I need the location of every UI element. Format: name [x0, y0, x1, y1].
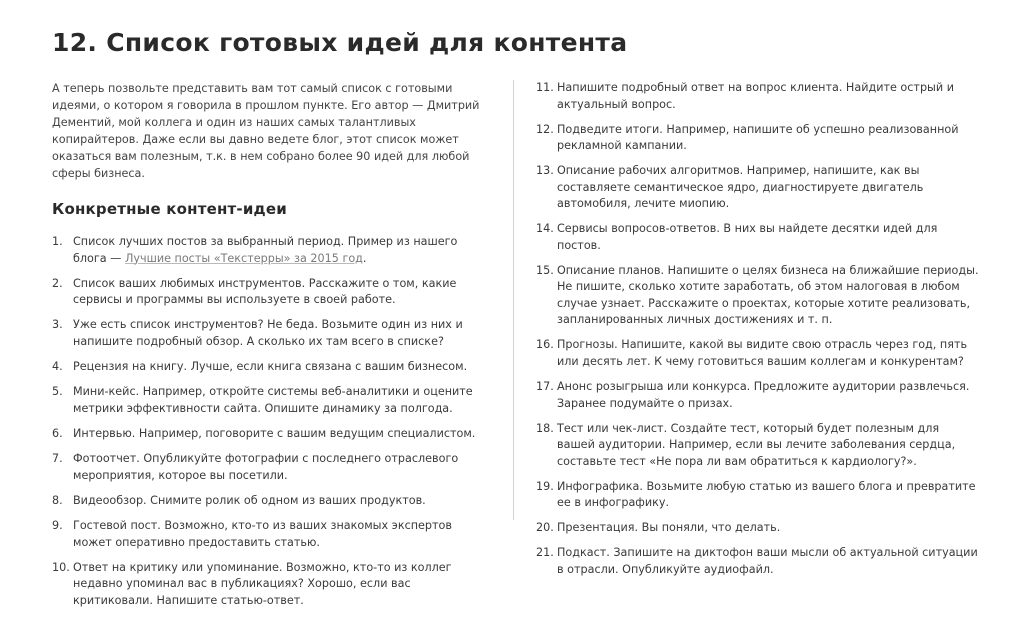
list-item-number: 6. — [52, 426, 63, 440]
list-item — [52, 493, 492, 510]
list-item-text: Уже есть список инструментов? Не беда. Возьмите один из них и напишите подробный обзор. А сколько их там всего в списке? — [73, 318, 463, 348]
list-item — [52, 451, 492, 484]
list-item-text: Анонс розыгрыша или конкурса. Предложите аудитории развлечься. Заранее подумайте о призах. — [557, 380, 970, 410]
column-divider — [513, 80, 514, 520]
list-item-number: 15. — [536, 263, 554, 277]
ideas-list-right — [536, 80, 980, 578]
list-item — [536, 163, 980, 213]
list-item-text: Список ваших любимых инструментов. Расскажите о том, какие сервисы и программы вы используете в своей работе. — [73, 276, 457, 307]
list-item-text: Сервисы вопросов-ответов. В них вы найдете десятки идей для постов. — [557, 222, 938, 252]
list-item-number: 19. — [536, 479, 554, 493]
right-column — [536, 80, 980, 587]
list-item — [536, 545, 980, 578]
list-item — [536, 337, 980, 370]
left-column — [52, 80, 492, 618]
section-heading: Конкретные контент-идеи — [52, 200, 287, 218]
list-item-text: Подкаст. Запишите на диктофон ваши мысли об актуальной ситуации в отрасли. Опубликуйте аудиофайл. — [557, 546, 978, 576]
list-item — [52, 560, 492, 610]
list-item-number: 4. — [52, 360, 63, 374]
list-item-suffix: . — [362, 251, 367, 265]
list-item — [52, 426, 492, 443]
list-item — [52, 317, 492, 350]
list-item-text: Инфографика. Возьмите любую статью из вашего блога и превратите ее в инфографику. — [557, 479, 976, 510]
list-item-text: Видеообзор. Снимите ролик об одном из ваших продуктов. — [73, 493, 426, 507]
list-item-text: Рецензия на книгу. Лучше, если книга связана с вашим бизнесом. — [73, 360, 468, 374]
best-posts-link[interactable]: Лучшие посты «Текстерры» за 2015 год — [124, 251, 363, 265]
list-item-text: Прогнозы. Напишите, какой вы видите свою отрасль через год, пять или десять лет. К чему готовиться вашим коллегам и конкурентам? — [557, 338, 968, 368]
list-item-number: 16. — [536, 338, 554, 352]
list-item-text: Тест или чек-лист. Создайте тест, который будет полезным для вашей аудитории. Например, если вы лечите заболевания сердца, составьте тест «Не пора ли вам обратиться к кардиологу?». — [557, 421, 956, 468]
list-item — [536, 479, 980, 512]
list-item — [536, 80, 980, 113]
list-item — [536, 263, 980, 329]
intro-paragraph: А теперь позвольте представить вам тот самый список с готовыми идеями, о котором я говорила в прошлом пункте. Его автор — Дмитрий Дементий, мой коллега и один из наших самых талантливых копирайтеров. Даже если вы давно ведете блог, этот список может оказаться вам полезным, т.к. в нем собрано более 90 идей для любой сферы бизнеса. — [52, 82, 480, 180]
list-item — [52, 359, 492, 376]
list-item-number: 20. — [536, 521, 554, 535]
list-item-text: Гостевой пост. Возможно, кто-то из ваших знакомых экспертов может оперативно предоставить статью. — [73, 519, 452, 549]
list-item-text: Мини-кейс. Например, откройте системы веб-аналитики и оцените метрики эффективности сайта. Опишите динамику за полгода. — [73, 385, 473, 415]
list-item-number: 2. — [52, 276, 63, 290]
list-item — [536, 379, 980, 412]
list-item-text: Ответ на критику или упоминание. Возможно, кто-то из коллег недавно упоминал вас в публикациях? Хорошо, если вас критиковали. Напишите статью-ответ. — [73, 560, 452, 607]
list-item-number: 14. — [536, 222, 554, 236]
list-item-number: 1. — [52, 235, 63, 248]
list-item-number: 8. — [52, 493, 63, 507]
page-title: 12. Список готовых идей для контента — [52, 28, 628, 57]
list-item-text: Описание планов. Напишите о целях бизнеса на ближайшие периоды. Не пишите, сколько хотите заработать, об этом налоговая в любом случае узнает. Расскажите о проектах, которые хотите реализовать, запланированных личных достижениях и т. п. — [557, 263, 979, 327]
list-item-text: Список лучших постов за выбранный период. Пример из нашего блога — — [73, 235, 458, 265]
list-item-text: Фотоотчет. Опубликуйте фотографии с последнего отраслевого мероприятия, которое вы посетили. — [73, 452, 459, 482]
list-item-text: Интервью. Например, поговорите с вашим ведущим специалистом. — [73, 426, 476, 440]
list-item-text: Подведите итоги. Например, напишите об успешно реализованной рекламной кампании. — [557, 122, 959, 153]
list-item-number: 21. — [536, 546, 554, 560]
list-item-number: 5. — [52, 385, 63, 399]
list-item-number: 13. — [536, 164, 554, 178]
list-item-text: Описание рабочих алгоритмов. Например, напишите, как вы составляете семантическое ядро, диагностируете двигатель автомобиля, лечите миопию. — [557, 164, 924, 211]
list-item — [52, 384, 492, 417]
list-item-number: 9. — [52, 519, 63, 532]
list-item-number: 18. — [536, 421, 554, 435]
list-item — [536, 221, 980, 254]
list-item — [52, 234, 492, 267]
list-item-number: 17. — [536, 380, 554, 394]
list-item-text: Презентация. Вы поняли, что делать. — [557, 521, 781, 535]
list-item — [52, 276, 492, 309]
list-item — [536, 122, 980, 155]
list-item-text: Напишите подробный ответ на вопрос клиента. Найдите острый и актуальный вопрос. — [557, 81, 954, 111]
list-item-number: 7. — [52, 452, 63, 466]
list-item-number: 12. — [536, 122, 554, 136]
list-item-number: 11. — [536, 81, 554, 94]
list-item — [536, 520, 980, 537]
list-item — [536, 421, 980, 471]
list-item — [52, 518, 492, 551]
list-item-number: 3. — [52, 318, 63, 332]
ideas-list-left — [52, 234, 492, 609]
list-item-number: 10. — [52, 560, 70, 574]
